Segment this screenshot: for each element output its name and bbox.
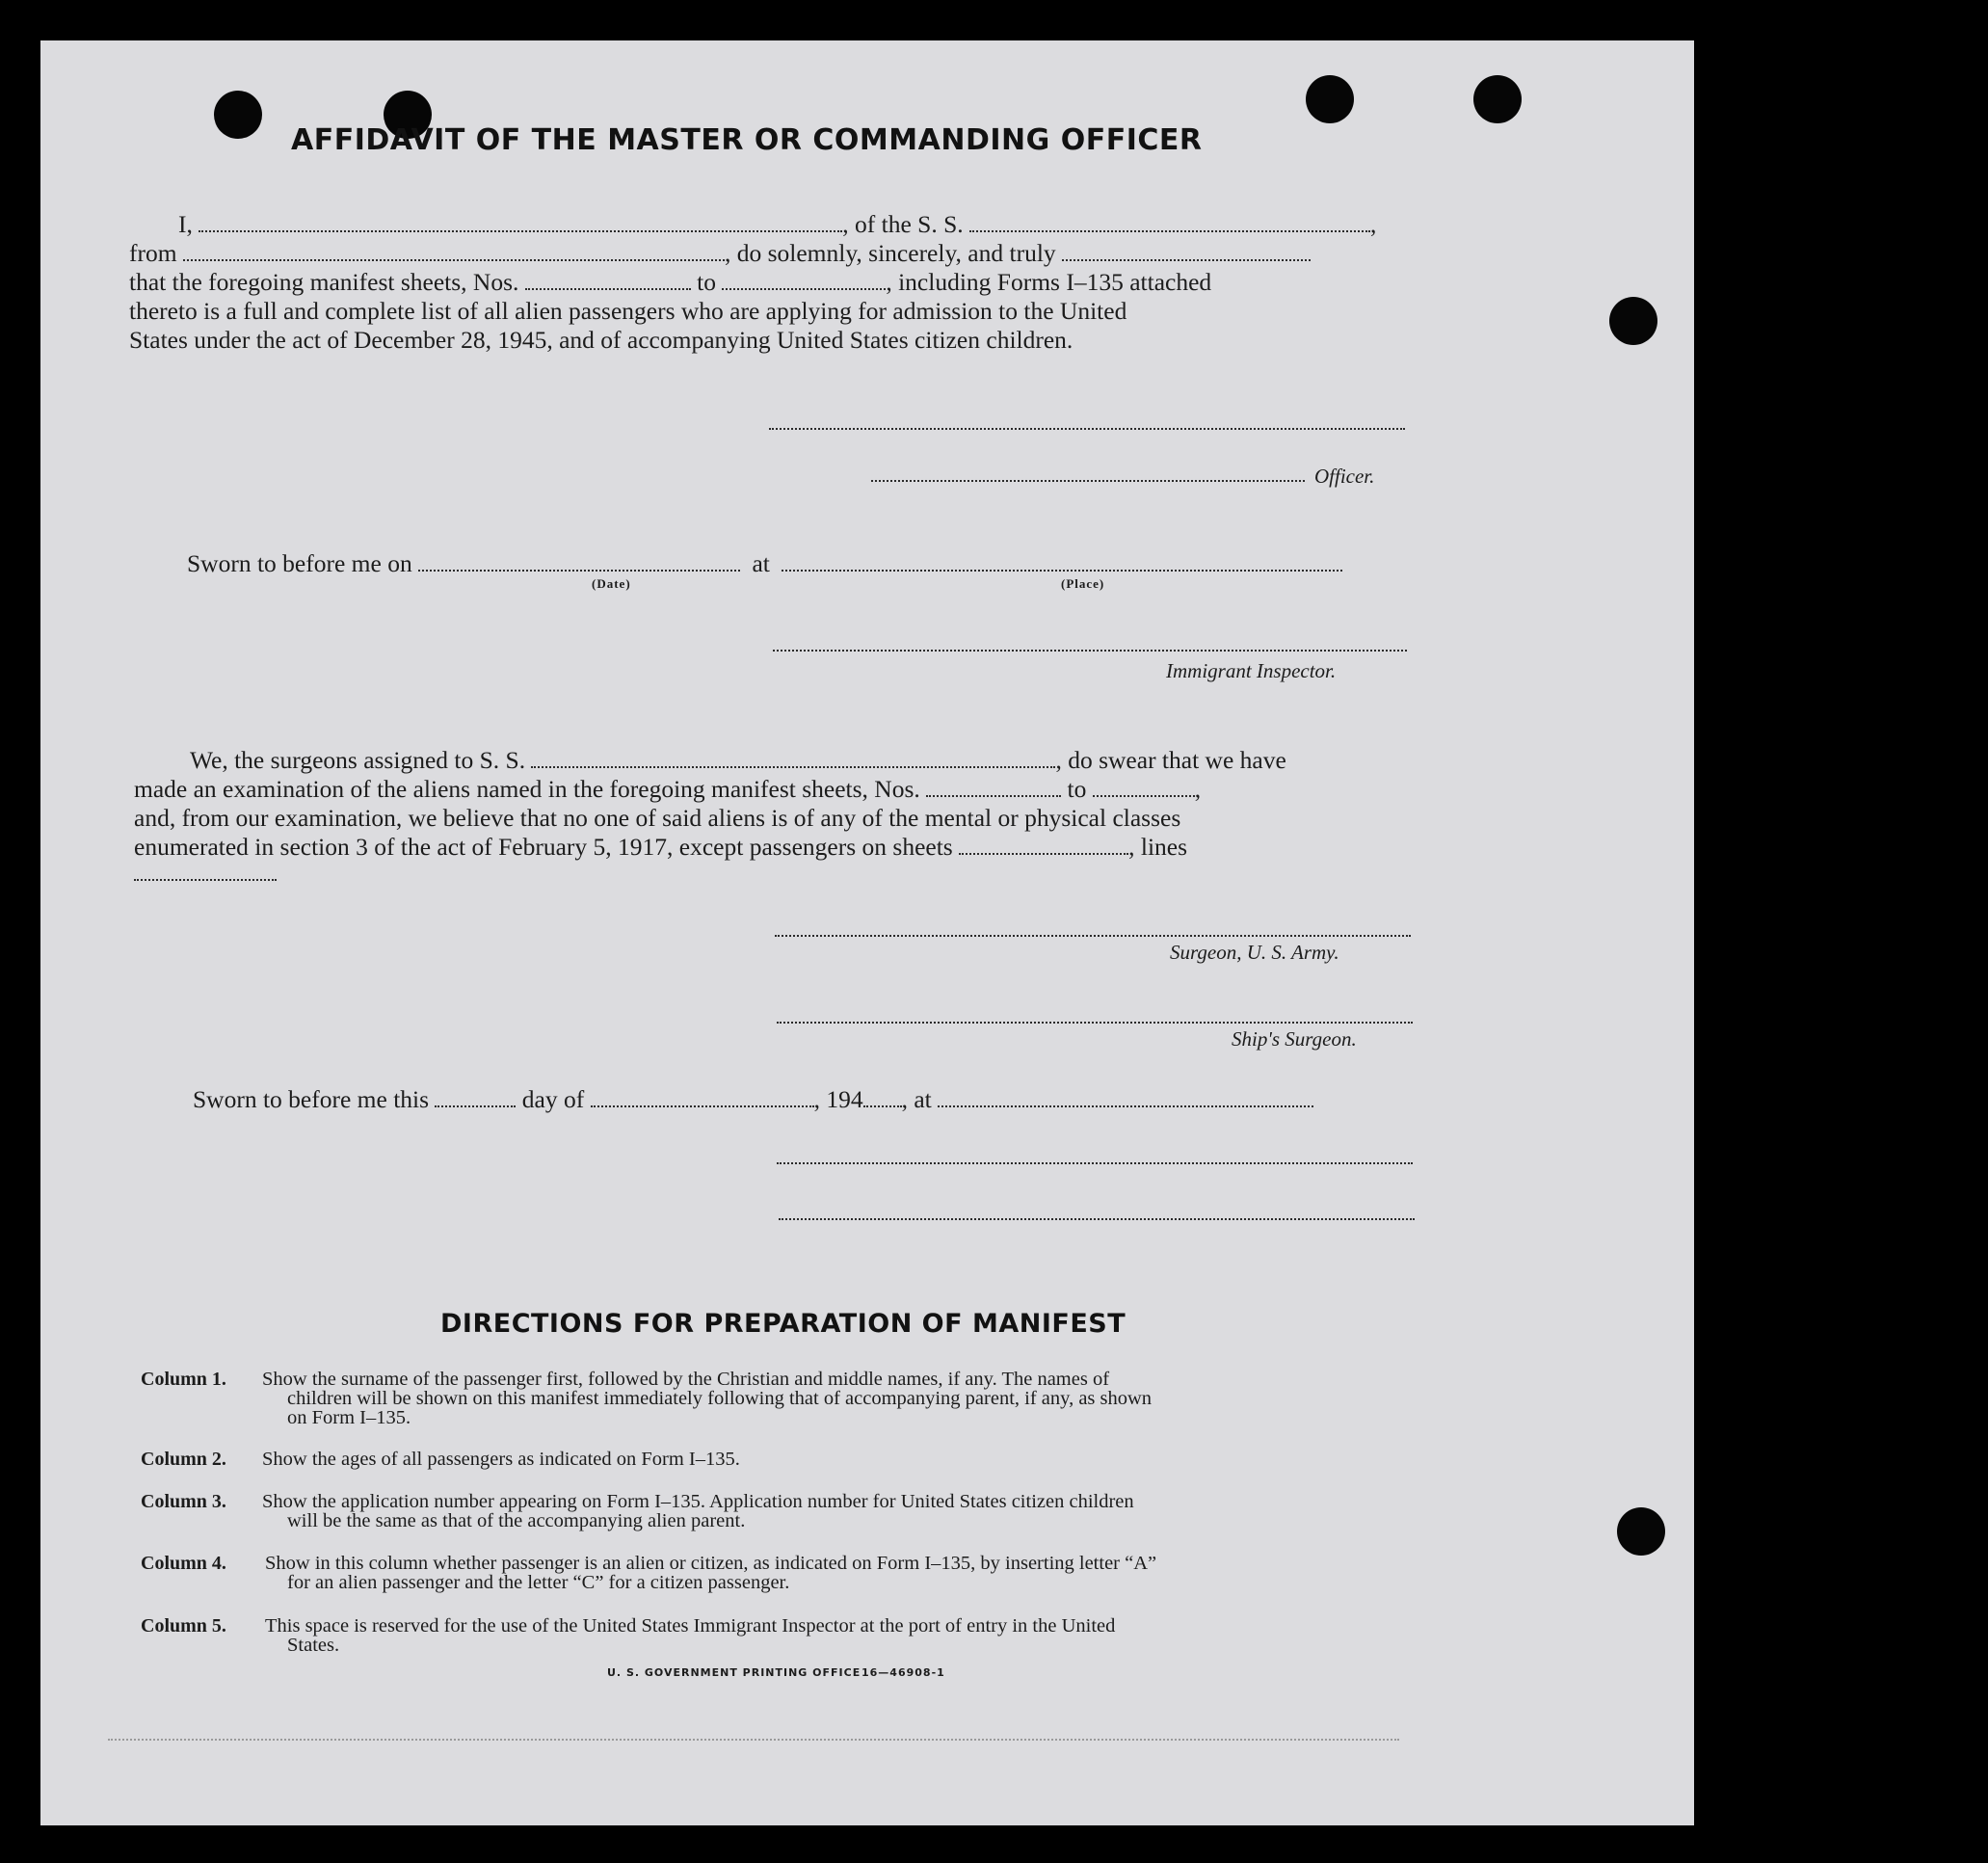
column-1-label: Column 1. bbox=[141, 1369, 226, 1390]
officer-title-line[interactable] bbox=[871, 480, 1305, 482]
surgeons-line-2 bbox=[134, 775, 1201, 804]
column-5-label: Column 5. bbox=[141, 1615, 226, 1637]
punch-hole bbox=[214, 91, 262, 139]
from-prefix: from bbox=[129, 239, 177, 267]
at-text: , at bbox=[901, 1085, 932, 1113]
column-3-line-1: Show the application number appearing on Form I–135. Application number for United States citizen children bbox=[262, 1491, 1134, 1512]
directions-title: DIRECTIONS FOR PREPARATION OF MANIFEST bbox=[440, 1309, 1127, 1339]
surgeons-line-1 bbox=[190, 746, 1286, 775]
column-1-line-2: children will be shown on this manifest immediately following that of accompanying parent, if any, as shown bbox=[287, 1388, 1153, 1409]
punctuation: , bbox=[1194, 775, 1202, 803]
affidavit-title: AFFIDAVIT OF THE MASTER OR COMMANDING OFFICER bbox=[291, 123, 1203, 157]
place-label: (Place) bbox=[1061, 576, 1105, 591]
sworn-year-field[interactable] bbox=[863, 1086, 902, 1107]
to-text: to bbox=[1067, 775, 1087, 803]
column-3-label: Column 3. bbox=[141, 1491, 226, 1512]
surgeons-sheets-from-field[interactable] bbox=[926, 776, 1061, 797]
immigrant-inspector-label: Immigrant Inspector. bbox=[1166, 659, 1337, 682]
form-page bbox=[40, 40, 1694, 1825]
form-number: 16—46908-1 bbox=[861, 1666, 945, 1679]
sworn-day-field[interactable] bbox=[435, 1086, 516, 1107]
punch-hole bbox=[1609, 297, 1657, 345]
affidavit-line-5: States under the act of December 28, 1945, and of accompanying United States citizen children. bbox=[129, 326, 1074, 354]
sworn-month-field[interactable] bbox=[591, 1086, 814, 1107]
sheets-to-field[interactable] bbox=[722, 269, 886, 290]
affidavit-line-1 bbox=[178, 210, 1376, 239]
bottom-rule bbox=[108, 1739, 1399, 1741]
officer-label: Officer. bbox=[1314, 465, 1375, 488]
sworn-final-place-field[interactable] bbox=[938, 1086, 1313, 1107]
affidavit-line-2 bbox=[129, 239, 1311, 268]
ship-prefix: , of the S. S. bbox=[842, 210, 964, 238]
ships-surgeon-label: Ship's Surgeon. bbox=[1232, 1027, 1357, 1051]
surgeons-sheets-to-field[interactable] bbox=[1093, 776, 1195, 797]
sworn-place-field[interactable] bbox=[782, 550, 1342, 572]
punctuation: , bbox=[1370, 210, 1377, 238]
master-signature-line[interactable] bbox=[769, 428, 1405, 430]
column-5-line-1: This space is reserved for the use of the United States Immigrant Inspector at the port of entry in the United bbox=[265, 1615, 1116, 1637]
affidavit-line-4: thereto is a full and complete list of all alien passengers who are applying for admission to the United bbox=[129, 297, 1127, 325]
examination-text: made an examination of the aliens named in the foregoing manifest sheets, Nos. bbox=[134, 775, 920, 803]
sworn-final-line bbox=[193, 1085, 1313, 1114]
punch-hole bbox=[1473, 75, 1522, 123]
column-2-line-1: Show the ages of all passengers as indicated on Form I–135. bbox=[262, 1449, 740, 1470]
column-3-line-2: will be the same as that of the accompanying alien parent. bbox=[287, 1510, 746, 1531]
army-surgeon-signature-line[interactable] bbox=[775, 935, 1411, 937]
column-2-label: Column 2. bbox=[141, 1449, 226, 1470]
day-of-text: day of bbox=[521, 1085, 585, 1113]
sworn-on-text: Sworn to before me on bbox=[187, 549, 412, 577]
inspector-signature-line[interactable] bbox=[773, 650, 1407, 652]
at-text: at bbox=[752, 549, 770, 577]
port-from-field[interactable] bbox=[183, 240, 725, 261]
date-label: (Date) bbox=[592, 576, 631, 591]
column-1-line-3: on Form I–135. bbox=[287, 1407, 411, 1428]
year-prefix-text: , 194 bbox=[813, 1085, 863, 1113]
punch-hole bbox=[1306, 75, 1354, 123]
column-4-line-1: Show in this column whether passenger is an alien or citizen, as indicated on Form I–135, by inserting letter “A” bbox=[265, 1553, 1157, 1574]
ship-surgeon-signature-line[interactable] bbox=[777, 1022, 1413, 1024]
lines-text: , lines bbox=[1128, 833, 1188, 861]
sworn-date-field[interactable] bbox=[418, 550, 740, 572]
column-4-label: Column 4. bbox=[141, 1553, 226, 1574]
affiant-name-field[interactable] bbox=[199, 211, 842, 232]
sheets-from-field[interactable] bbox=[525, 269, 691, 290]
surgeons-line-3: and, from our examination, we believe that no one of said aliens is of any of the mental or physical classes bbox=[134, 804, 1181, 832]
army-surgeon-label: Surgeon, U. S. Army. bbox=[1170, 941, 1339, 964]
sworn-inspector-line bbox=[187, 549, 1342, 578]
sworn-title-line[interactable] bbox=[779, 1218, 1415, 1220]
column-1-line-1: Show the surname of the passenger first, followed by the Christian and middle names, if any. The names of bbox=[262, 1369, 1110, 1390]
except-sheets-field[interactable] bbox=[959, 834, 1128, 855]
printer-imprint: U. S. GOVERNMENT PRINTING OFFICE bbox=[607, 1666, 861, 1679]
solemnly-text: , do solemnly, sincerely, and truly bbox=[724, 239, 1056, 267]
swear-text: , do swear that we have bbox=[1055, 746, 1286, 774]
surgeons-ship-field[interactable] bbox=[531, 747, 1055, 768]
enumerated-text: enumerated in section 3 of the act of February 5, 1917, except passengers on sheets bbox=[134, 833, 953, 861]
sworn-this-text: Sworn to before me this bbox=[193, 1085, 430, 1113]
column-4-line-2: for an alien passenger and the letter “C” for a citizen passenger. bbox=[287, 1572, 790, 1593]
forms-attached-text: , including Forms I–135 attached bbox=[886, 268, 1212, 296]
surgeons-assigned-text: We, the surgeons assigned to S. S. bbox=[190, 746, 526, 774]
except-lines-field[interactable] bbox=[134, 879, 277, 881]
affidavit-line-3 bbox=[129, 268, 1211, 297]
column-5-line-2: States. bbox=[287, 1635, 340, 1656]
to-text: to bbox=[697, 268, 716, 296]
surgeons-line-4 bbox=[134, 833, 1187, 862]
affiant-prefix: I, bbox=[178, 210, 193, 238]
punch-hole bbox=[1617, 1507, 1665, 1556]
sworn-signature-line[interactable] bbox=[777, 1162, 1413, 1164]
manifest-sheets-text: that the foregoing manifest sheets, Nos. bbox=[129, 268, 519, 296]
oath-field[interactable] bbox=[1062, 240, 1311, 261]
ship-name-field[interactable] bbox=[969, 211, 1370, 232]
